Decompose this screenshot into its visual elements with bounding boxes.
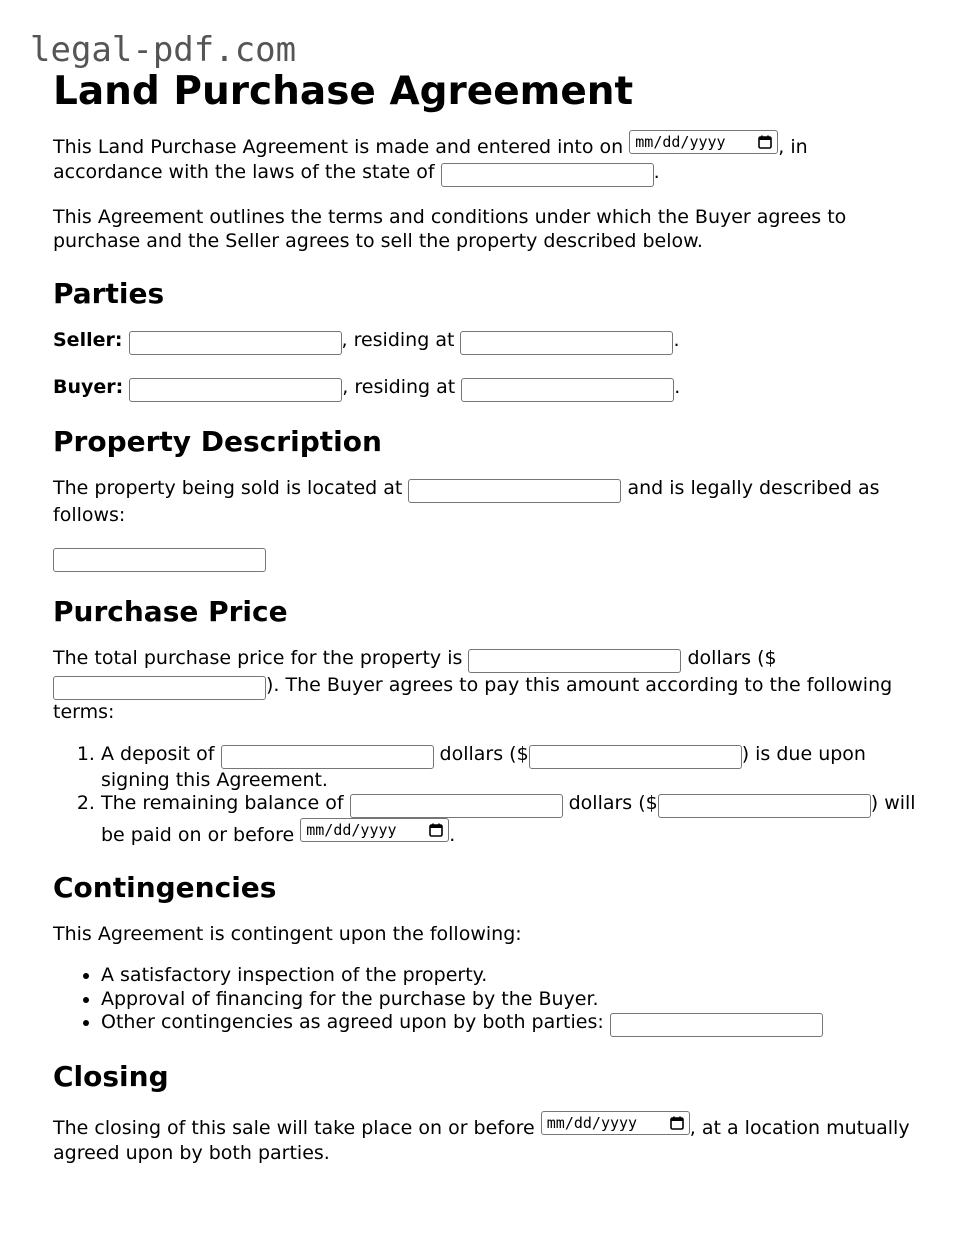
section-heading-parties: Parties: [53, 276, 165, 310]
property-location-input[interactable]: [408, 479, 621, 503]
legal-description-input[interactable]: [53, 548, 266, 572]
seller-line: Seller: , residing at .: [53, 328, 923, 355]
calendar-icon: [758, 135, 772, 149]
seller-name-input[interactable]: [129, 331, 342, 355]
buyer-line: Buyer: , residing at .: [53, 375, 923, 402]
price-words-input[interactable]: [468, 649, 681, 673]
payment-terms-list: [53, 743, 923, 848]
state-input[interactable]: [441, 163, 654, 187]
section-heading-closing: Closing: [53, 1060, 169, 1093]
list-item: • Other contingencies as agreed upon by both parties:: [101, 1011, 923, 1037]
buyer-address-input[interactable]: [461, 378, 674, 402]
seller-address-input[interactable]: [460, 331, 673, 355]
section-heading-contingencies: Contingencies: [53, 870, 277, 904]
price-amount-input[interactable]: [53, 676, 266, 700]
intro-paragraph-2: This Agreement outlines the terms and conditions under which the Buyer agrees to purchase and the Seller agrees to sell the property described below.: [53, 205, 847, 252]
other-contingencies-input[interactable]: [610, 1013, 823, 1037]
list-item: 1. A deposit of dollars ($ ) is due upon signing this Agreement.: [101, 743, 923, 793]
calendar-icon: [670, 1116, 684, 1130]
contingencies-intro: This Agreement is contingent upon the following:: [53, 922, 522, 945]
intro-paragraph-1: This Land Purchase Agreement is made and entered into on mm/dd/yyyy , in accordance with the laws of the state of .: [53, 130, 923, 187]
closing-date-input[interactable]: mm/dd/yyyy: [541, 1111, 690, 1135]
balance-date-input[interactable]: mm/dd/yyyy: [300, 818, 449, 842]
closing-paragraph: The closing of this sale will take place on or before mm/dd/yyyy , at a location mutually agreed upon by both parties.: [53, 1111, 923, 1165]
deposit-amount-input[interactable]: [529, 745, 742, 769]
agreement-date-input[interactable]: mm/dd/yyyy: [629, 130, 778, 154]
watermark: legal-pdf.com: [30, 30, 297, 70]
list-item: • Approval of financing for the purchase by the Buyer.: [101, 988, 923, 1012]
price-paragraph: The total purchase price for the property is dollars ($ ). The Buyer agrees to pay this amount according to the following terms:: [53, 647, 893, 723]
contingencies-list: [53, 964, 923, 1037]
calendar-icon: [429, 823, 443, 837]
section-heading-price: Purchase Price: [53, 595, 288, 628]
balance-amount-input[interactable]: [658, 794, 871, 818]
list-item: • A satisfactory inspection of the property.: [101, 964, 923, 988]
list-item: 2. The remaining balance of dollars ($ ) will be paid on or before mm/dd/yyyy .: [101, 792, 923, 848]
property-paragraph: The property being sold is located at and is legally described as follows:: [53, 476, 880, 526]
agreement-document: [53, 64, 923, 1165]
legal-description-line: [53, 545, 923, 572]
deposit-words-input[interactable]: [221, 745, 434, 769]
page-title: Land Purchase Agreement: [53, 69, 634, 114]
section-heading-property: Property Description: [53, 424, 382, 458]
buyer-name-input[interactable]: [129, 378, 342, 402]
balance-words-input[interactable]: [350, 794, 563, 818]
